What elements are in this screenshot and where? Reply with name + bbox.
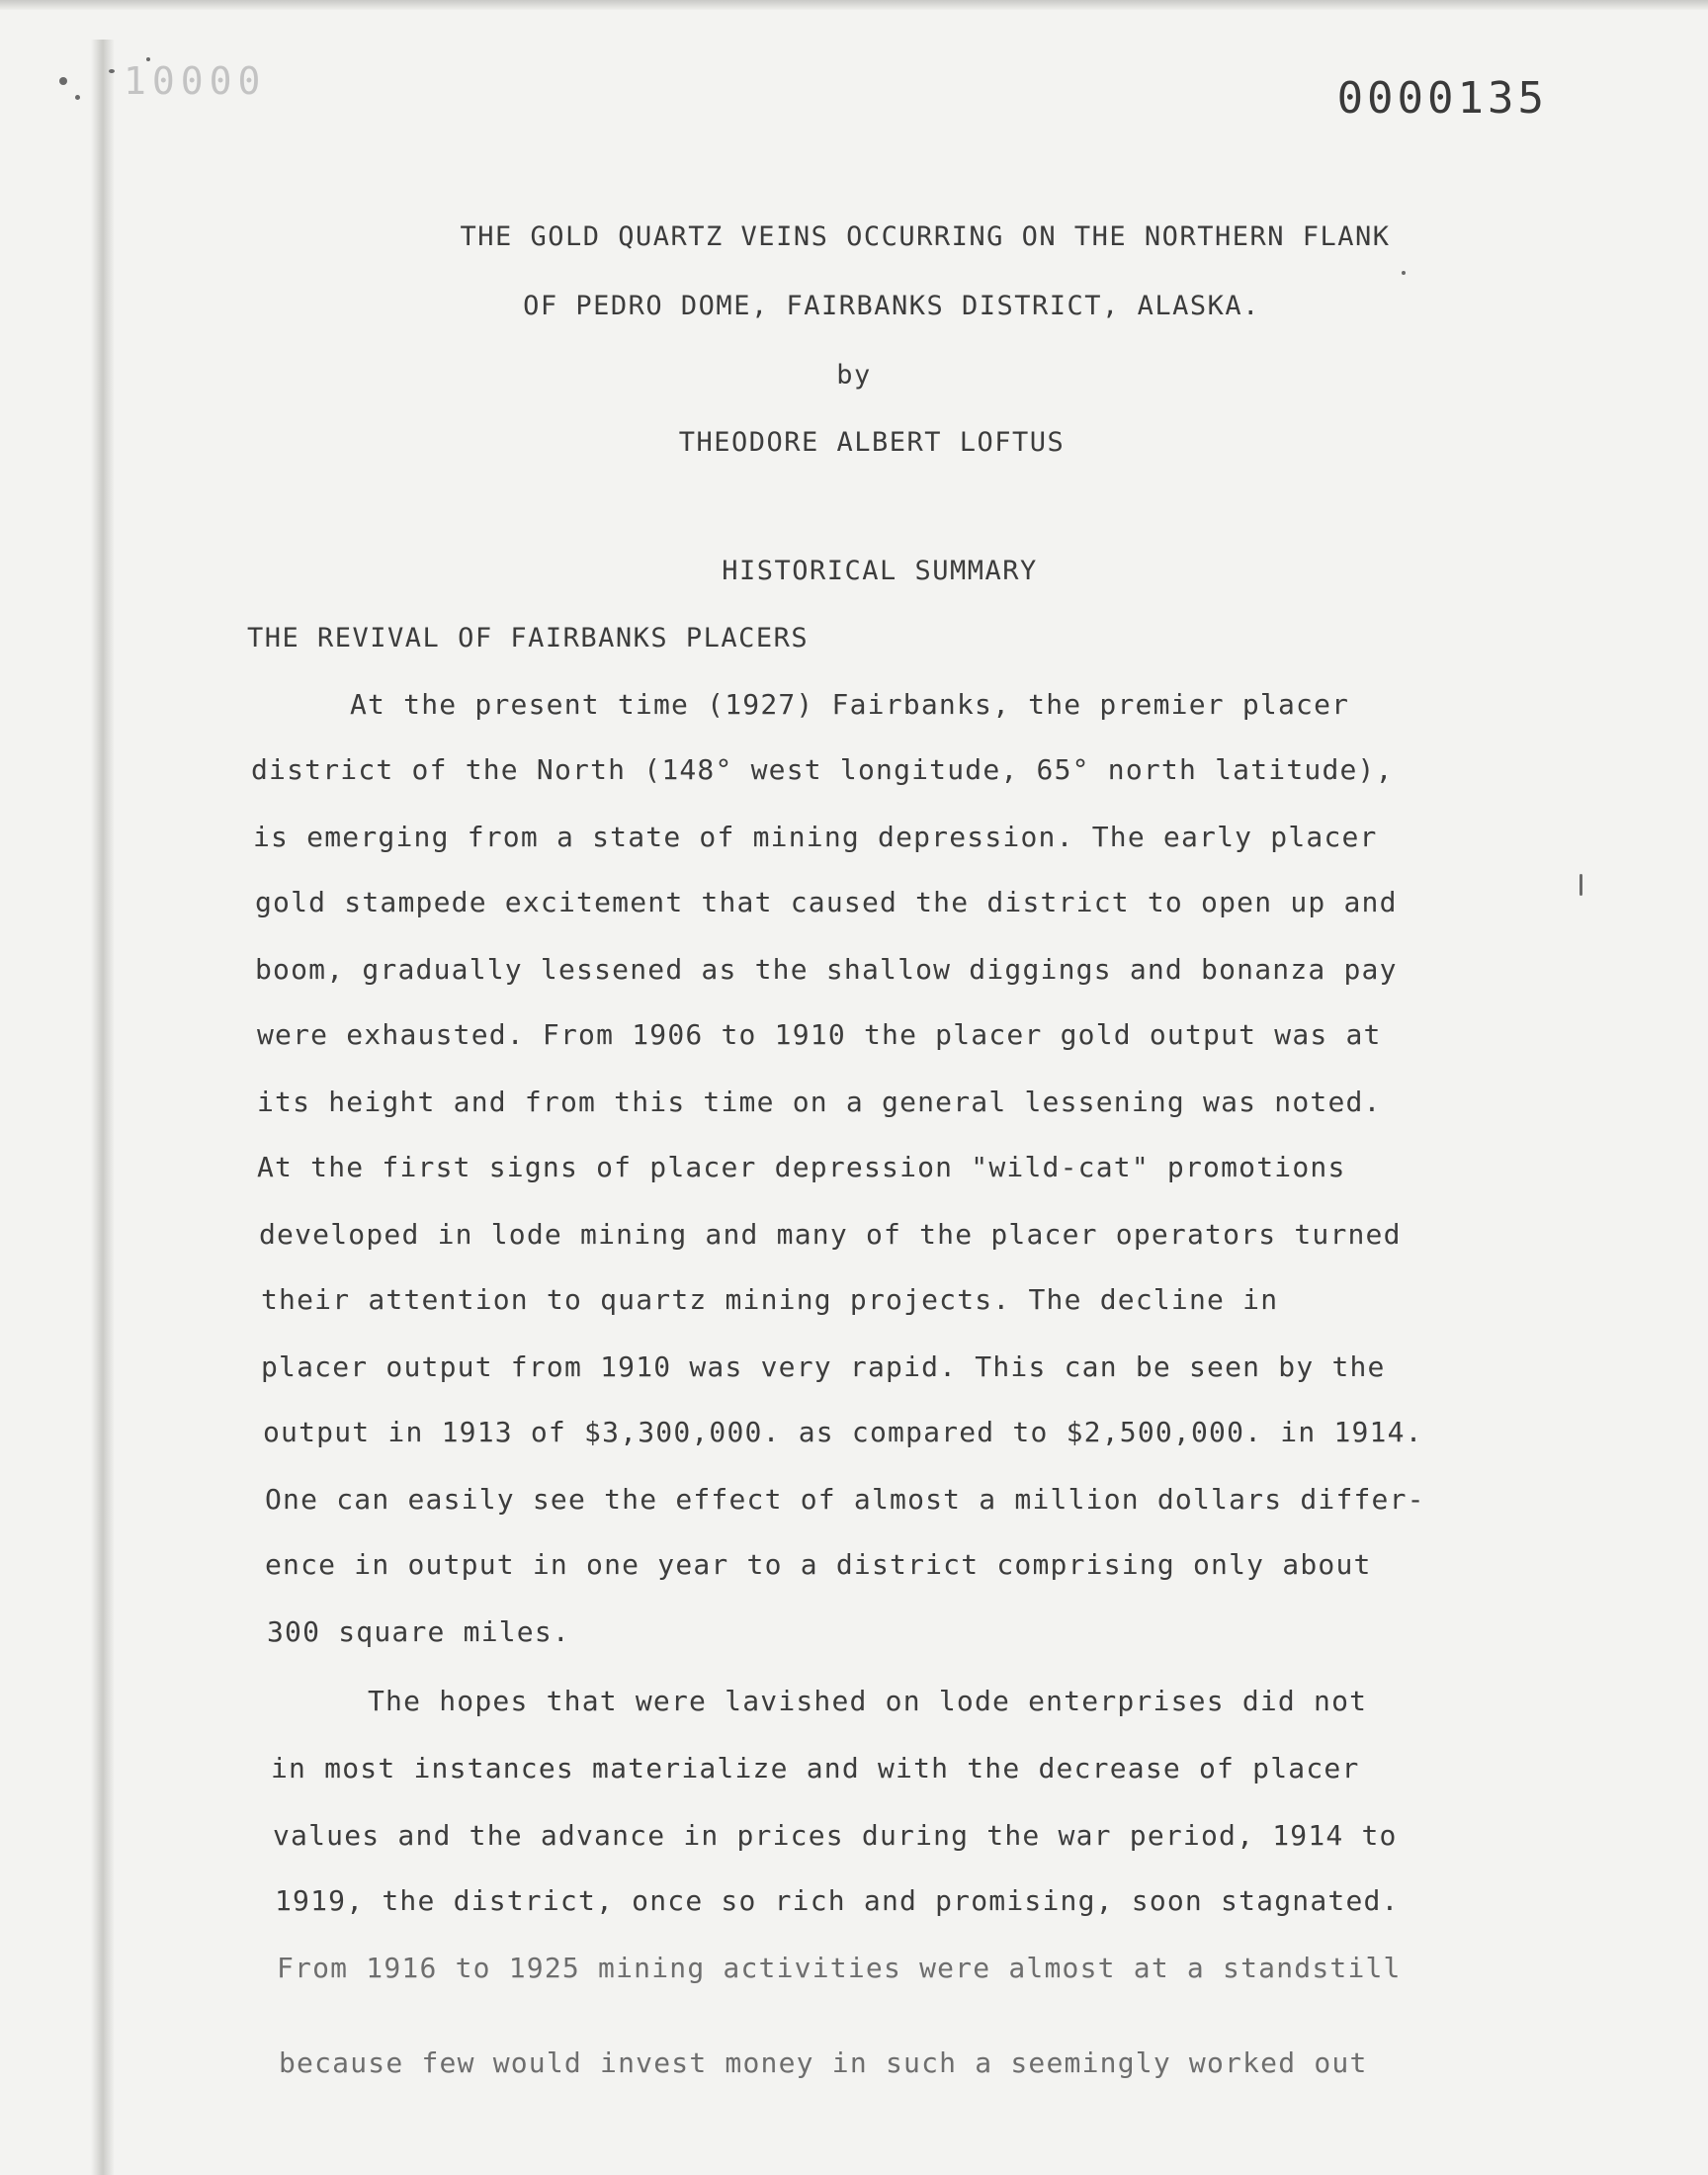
title-line-1: THE GOLD QUARTZ VEINS OCCURRING ON THE NORTHERN FLANK [460, 221, 1391, 252]
author-name: THEODORE ALBERT LOFTUS [678, 427, 1066, 458]
body-line: From 1916 to 1925 mining activities were almost at a standstill [277, 1952, 1402, 1984]
ink-speck [59, 77, 67, 85]
body-line: At the present time (1927) Fairbanks, the premier placer [350, 688, 1350, 721]
ink-speck [75, 95, 80, 100]
ink-speck [1580, 874, 1582, 896]
body-line: 1919, the district, once so rich and promising, soon stagnated. [275, 1884, 1400, 1917]
body-line: output in 1913 of $3,300,000. as compared to $2,500,000. in 1914. [263, 1416, 1423, 1448]
page-top-edge [0, 0, 1708, 10]
body-line: One can easily see the effect of almost a million dollars differ- [265, 1483, 1425, 1516]
body-line: their attention to quartz mining projects. The decline in [261, 1283, 1279, 1316]
body-line: ence in output in one year to a district comprising only about [265, 1548, 1372, 1581]
body-line: because few would invest money in such a seemingly worked out [279, 2046, 1368, 2079]
byline: by [836, 360, 872, 391]
body-line: in most instances materialize and with the decrease of placer [271, 1752, 1360, 1784]
body-line: placer output from 1910 was very rapid. This can be seen by the [261, 1350, 1386, 1383]
body-line: district of the North (148° west longitude, 65° north latitude), [251, 753, 1394, 786]
body-line: is emerging from a state of mining depression. The early placer [253, 821, 1378, 853]
body-line: developed in lode mining and many of the placer operators turned [259, 1218, 1402, 1251]
body-line: At the first signs of placer depression "wild-cat" promotions [257, 1151, 1346, 1183]
title-line-2: OF PEDRO DOME, FAIRBANKS DISTRICT, ALASKA. [523, 291, 1260, 321]
subsection-heading: THE REVIVAL OF FAIRBANKS PLACERS [247, 623, 810, 653]
section-heading: HISTORICAL SUMMARY [722, 556, 1038, 586]
body-line: boom, gradually lessened as the shallow diggings and bonanza pay [255, 953, 1398, 986]
faded-stamp-number: 10000 [124, 59, 267, 103]
body-line: gold stampede excitement that caused the district to open up and [255, 886, 1398, 918]
body-line: its height and from this time on a general lessening was noted. [257, 1086, 1382, 1118]
body-line: 300 square miles. [267, 1615, 570, 1648]
ink-speck [109, 69, 115, 73]
body-line: values and the advance in prices during the war period, 1914 to [273, 1819, 1398, 1852]
document-number: 0000135 [1336, 73, 1548, 124]
body-line: The hopes that were lavished on lode enterprises did not [368, 1685, 1368, 1717]
ink-speck [1402, 271, 1406, 275]
body-line: were exhausted. From 1906 to 1910 the placer gold output was at [257, 1018, 1382, 1051]
